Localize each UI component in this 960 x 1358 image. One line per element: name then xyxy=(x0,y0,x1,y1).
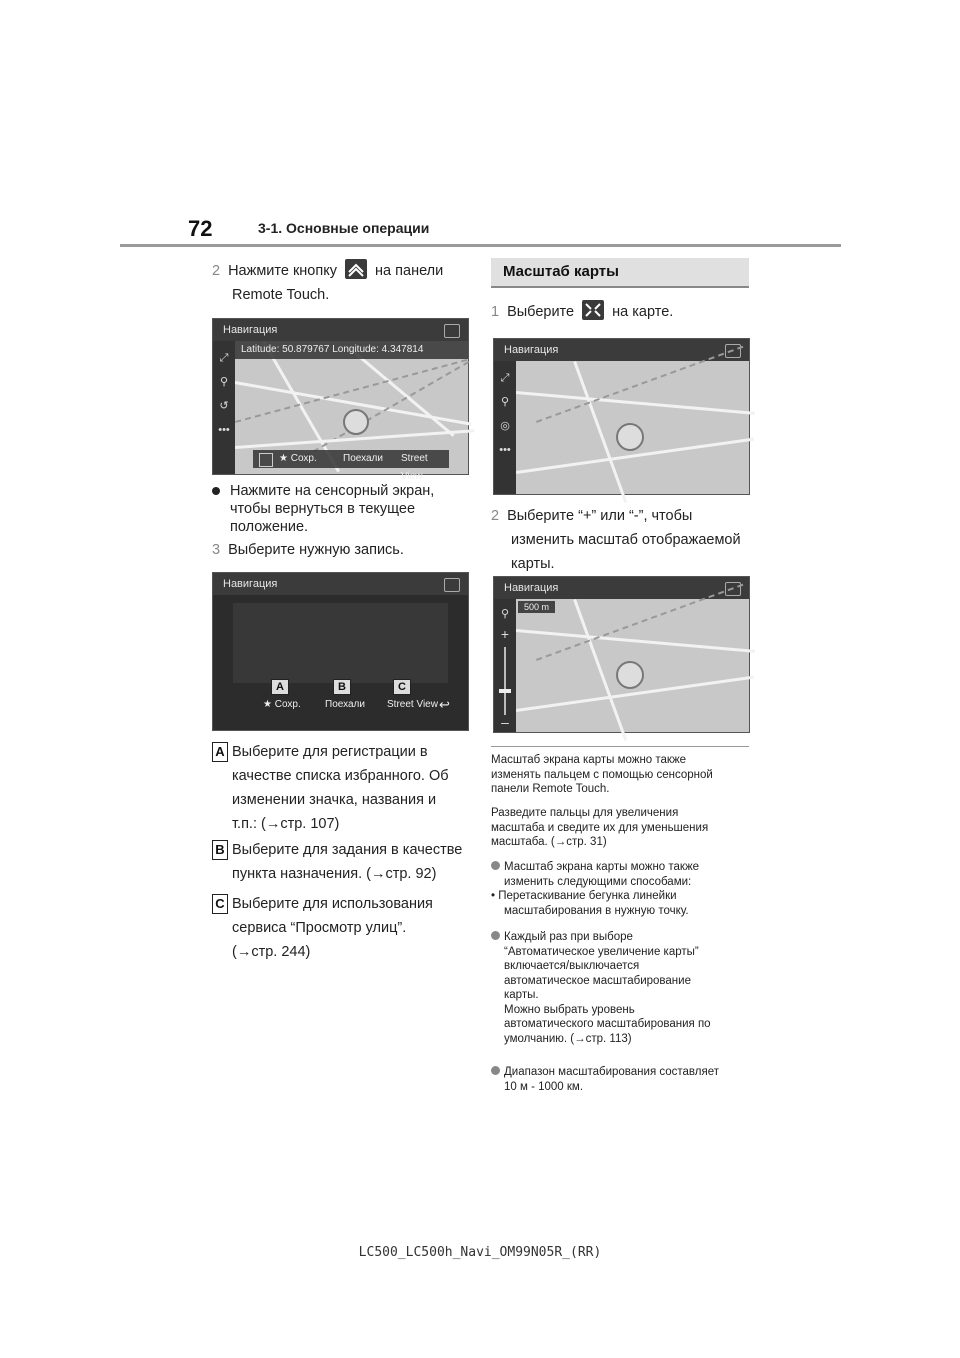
label-a: A xyxy=(271,679,289,695)
note-rule xyxy=(491,746,749,747)
current-position-icon xyxy=(616,423,644,451)
note-line: включается/выключается xyxy=(504,960,640,972)
menu-icon[interactable] xyxy=(259,453,273,467)
scale-badge: 500 m xyxy=(518,601,555,613)
map-menu-button-icon xyxy=(345,259,367,279)
step-number: 1 xyxy=(491,304,500,320)
header-rule xyxy=(120,244,841,247)
screen-header xyxy=(213,319,468,341)
step-text: на панели xyxy=(375,263,444,279)
nav-screen-2 xyxy=(212,572,469,731)
note-bullet-2 xyxy=(491,930,753,1046)
nav-screen-1 xyxy=(212,318,469,482)
status-icon xyxy=(444,324,460,338)
zoom-slider[interactable] xyxy=(504,647,506,715)
current-position-icon xyxy=(343,409,369,435)
section-title: 3-1. Основные операции xyxy=(258,220,430,236)
note-bullet-3 xyxy=(491,1065,753,1094)
fullscreen-icon[interactable]: ⤢ xyxy=(219,352,229,364)
screen-title: Навигация xyxy=(223,324,278,336)
zoom-in-button[interactable]: + xyxy=(500,626,510,642)
note-line: карты. xyxy=(504,989,539,1001)
step-text: Выберите “+” или “-”, чтобы xyxy=(507,508,693,524)
label-a-box: A xyxy=(212,742,228,762)
step-2-right xyxy=(491,504,753,576)
item-line: т.п.: (→стр. 107) xyxy=(232,816,340,832)
map-area[interactable] xyxy=(516,361,749,494)
step-number: 2 xyxy=(491,508,500,524)
return-icon[interactable]: ↺ xyxy=(219,400,229,412)
fullscreen-icon xyxy=(582,300,604,320)
item-line: Выберите для задания в качестве xyxy=(232,842,463,858)
bottom-bar xyxy=(253,695,453,715)
note-line: “Автоматическое увеличение карты” xyxy=(504,945,699,958)
label-b: B xyxy=(333,679,351,695)
screen-title: Навигация xyxy=(223,578,278,590)
status-icon xyxy=(444,578,460,592)
map-area[interactable] xyxy=(516,599,749,732)
note-line: Диапазон масштабирования составляет xyxy=(504,1066,719,1078)
step-text: Нажмите кнопку xyxy=(228,263,337,279)
step-number: 3 xyxy=(212,542,221,558)
note-line: автоматического масштабирования по xyxy=(504,1018,711,1030)
step-text: изменить масштаб отображаемой xyxy=(511,532,741,548)
item-c xyxy=(212,892,482,964)
screen-header xyxy=(213,573,468,595)
item-line: пункта назначения. (→стр. 92) xyxy=(232,866,437,882)
page-number: 72 xyxy=(188,216,213,241)
note-line: Разведите пальцы для увеличения xyxy=(491,807,679,819)
save-button[interactable]: ★ Сохр. xyxy=(279,453,317,464)
save-button[interactable]: ★ Сохр. xyxy=(263,699,301,710)
label-c: C xyxy=(393,679,411,695)
item-line: качестве списка избранного. Об xyxy=(232,768,449,784)
back-icon[interactable]: ↩ xyxy=(439,697,450,712)
note-line: масштаба и сведите их для уменьшения xyxy=(491,821,709,834)
go-button[interactable]: Поехали xyxy=(325,699,365,710)
section-heading xyxy=(491,258,749,288)
bullet-dot xyxy=(491,861,500,870)
nav-screen-3 xyxy=(493,338,750,495)
nav-screen-4 xyxy=(493,576,750,733)
step-3-left xyxy=(212,538,482,562)
more-icon[interactable]: ••• xyxy=(499,444,511,456)
document-footer: LC500_LC500h_Navi_OM99N05R_(RR) xyxy=(358,1245,602,1260)
item-a xyxy=(212,740,482,836)
bullet-dot xyxy=(491,931,500,940)
note-line: автоматическое масштабирование xyxy=(504,974,691,987)
note-line: панели Remote Touch. xyxy=(491,783,610,795)
note-line: Масштаб экрана карты можно также xyxy=(504,861,700,873)
item-line: сервиса “Просмотр улиц”. xyxy=(232,920,407,936)
map-sidebar xyxy=(213,341,235,474)
street-view-button[interactable]: Street View xyxy=(401,453,428,482)
note-line: изменять пальцем с помощью сенсорной xyxy=(491,768,713,781)
item-b xyxy=(212,838,482,886)
step-text: Remote Touch. xyxy=(232,287,330,303)
note-line: изменить следующими способами: xyxy=(504,875,692,888)
step-number: 2 xyxy=(212,263,221,279)
fullscreen-icon[interactable]: ⤢ xyxy=(500,372,510,384)
note-line: Масштаб экрана карты можно также xyxy=(491,754,687,766)
step-1-right xyxy=(491,300,751,324)
bullet-dot xyxy=(491,1066,500,1075)
zoom-slider-handle[interactable] xyxy=(499,689,511,693)
note-line: Каждый раз при выборе xyxy=(504,931,633,943)
bottom-bar xyxy=(253,450,449,482)
note-line: умолчанию. (→стр. 113) xyxy=(504,1032,632,1045)
zoom-icon[interactable]: ⚲ xyxy=(500,608,510,620)
blurred-map xyxy=(233,603,448,683)
go-button[interactable]: Поехали xyxy=(343,453,383,464)
item-line: Выберите для регистрации в xyxy=(232,744,428,760)
map-sidebar xyxy=(494,361,516,494)
zoom-sidebar xyxy=(494,599,516,732)
compass-icon[interactable]: ◎ xyxy=(500,420,510,432)
note-line: масштаба. (→стр. 31) xyxy=(491,836,607,848)
step-text: Выберите нужную запись. xyxy=(228,542,404,558)
more-icon[interactable]: ••• xyxy=(218,424,230,436)
step-text: на карте. xyxy=(612,304,674,320)
step-2-left xyxy=(212,259,482,307)
note-2 xyxy=(491,806,753,850)
note-line: 10 м - 1000 км. xyxy=(504,1080,584,1093)
zoom-out-button[interactable]: – xyxy=(501,714,509,730)
current-position-icon xyxy=(616,661,644,689)
coords-bar: Latitude: 50.879767 Longitude: 4.347814 xyxy=(235,341,468,359)
note-bullet-1 xyxy=(491,860,753,918)
pin-icon[interactable]: ⚲ xyxy=(500,396,510,408)
note-line: • Перетаскивание бегунка линейки xyxy=(491,890,677,902)
item-line: (→стр. 244) xyxy=(232,944,311,960)
street-view-button[interactable]: Street View xyxy=(387,699,438,710)
screen-title: Навигация xyxy=(504,582,559,594)
item-line: Выберите для использования xyxy=(232,896,433,912)
heading-text: Масштаб карты xyxy=(503,263,619,280)
screen-title: Навигация xyxy=(504,344,559,356)
bullet-dot xyxy=(212,487,220,495)
bullet-text: Нажмите на сенсорный экран, чтобы вернуться в текущее положение. xyxy=(230,483,435,535)
note-line: масштабирования в нужную точку. xyxy=(504,904,689,917)
note-1 xyxy=(491,753,753,797)
bullet-return xyxy=(212,482,472,536)
item-line: изменении значка, названия и xyxy=(232,792,437,808)
label-c-box: C xyxy=(212,894,228,914)
step-text: Выберите xyxy=(507,304,575,320)
step-text: карты. xyxy=(511,556,555,572)
note-line: Можно выбрать уровень xyxy=(504,1003,635,1016)
pin-icon[interactable]: ⚲ xyxy=(219,376,229,388)
label-b-box: B xyxy=(212,840,228,860)
